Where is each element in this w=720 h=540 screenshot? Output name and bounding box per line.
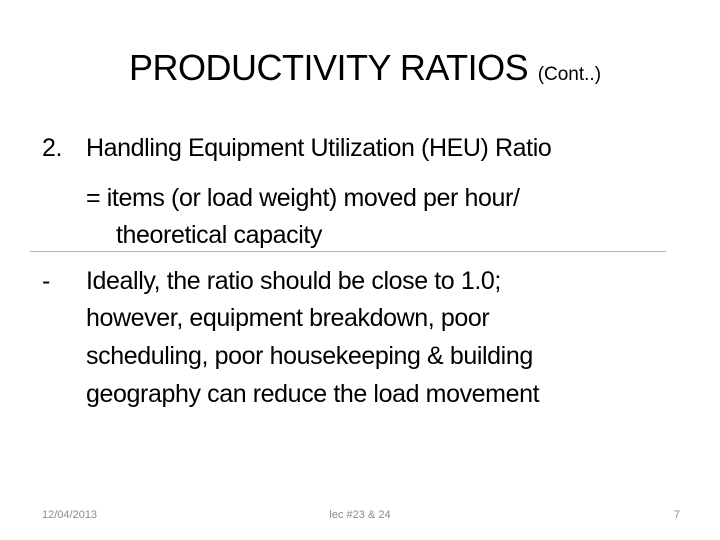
bullet-marker: - <box>42 267 51 295</box>
bullet-text-line: Ideally, the ratio should be close to 1.0; <box>86 267 501 295</box>
bullet-text-line: scheduling, poor housekeeping & building <box>86 342 533 370</box>
bullet-text-line: however, equipment breakdown, poor <box>86 304 490 332</box>
title-suffix: (Cont..) <box>537 64 602 85</box>
title-main: PRODUCTIVITY RATIOS <box>128 47 529 88</box>
formula-line-1: = items (or load weight) moved per hour/ <box>86 184 520 212</box>
slide-title <box>0 44 720 99</box>
footer-date: 12/04/2013 <box>42 509 98 521</box>
formula-line-2: theoretical capacity <box>116 221 323 249</box>
item-heading: Handling Equipment Utilization (HEU) Ratio <box>86 134 552 162</box>
footer-page-number: 7 <box>673 509 680 521</box>
bullet-text-line: geography can reduce the load movement <box>86 380 540 408</box>
divider-rule <box>30 251 666 252</box>
footer-lecture: lec #23 & 24 <box>329 509 391 521</box>
item-number: 2. <box>42 134 63 162</box>
